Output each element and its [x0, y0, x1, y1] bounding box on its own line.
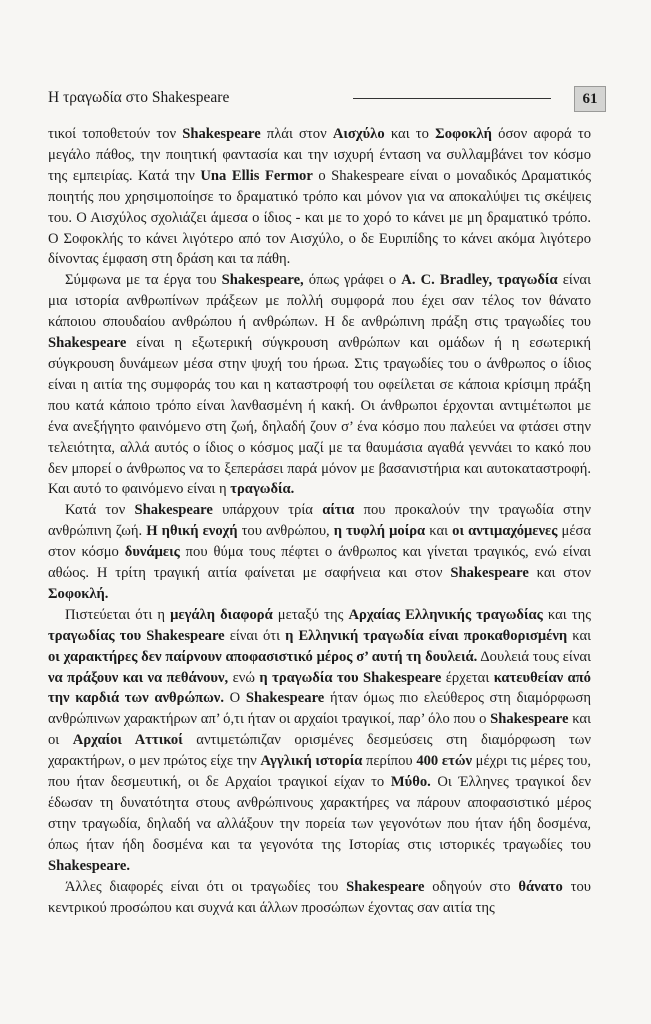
bold-text-run: η τραγωδία του Shakespeare	[259, 669, 442, 686]
text-run: και οι	[48, 711, 592, 749]
text-run: του κεντρικού προσώπου και συχνά και άλλων προσώπων έχοντας σαν αιτία της	[48, 878, 591, 916]
bold-text-run: A. C. Bradley, τραγωδία	[401, 272, 558, 289]
text-run: μέχρι τις μέρες του, που ήταν δεσμευτική, οι δε Αρχαίοι τραγικοί είχαν το	[48, 753, 591, 791]
text-run: και το	[384, 126, 436, 142]
text-run: αντιμετώπιζαν ορισμένες δεσμεύσεις στη διαμόρφωση των χαρακτήρων, ο μεν πρώτος είχε την	[48, 732, 592, 770]
text-run: έρχεται	[441, 669, 494, 686]
bold-text-run: Σοφοκλή	[435, 126, 492, 142]
text-run: και στον	[528, 565, 591, 582]
bold-text-run: τραγωδία.	[230, 481, 295, 498]
text-run: Άλλες διαφορές είναι ότι οι τραγωδίες του	[65, 878, 347, 895]
bold-text-run: Shakespeare	[450, 565, 529, 582]
text-run: που θύμα τους πέφτει ο άνθρωπος και γίνεται τραγικός, ενώ είναι αθώος. Η τρίτη τραγική αιτία φαίνεται με σαφήνεια και στον	[48, 544, 591, 582]
paragraph	[48, 500, 591, 605]
bold-text-run: μεγάλη διαφορά	[170, 606, 273, 623]
text-run: είναι μια ιστορία ανθρωπίνων πράξεων με πολλή συμφορά που έχει σαν τέλος τον θάνατο κάποιου σπουδαίου ανθρώπου ή ανθρώπων. Η δε ανθρώπινη πράξη στις τραγωδίες του	[48, 272, 592, 331]
bold-text-run: Shakespeare	[48, 335, 127, 352]
bold-text-run: Σοφοκλή.	[48, 585, 109, 602]
page-number: 61	[574, 86, 606, 112]
bold-text-run: αίτια	[322, 502, 355, 519]
bold-text-run: να πράξουν και να πεθάνουν,	[48, 669, 229, 686]
bold-text-run: Una Ellis Fermor	[200, 167, 313, 184]
bold-text-run: η Ελληνική τραγωδία είναι προκαθορισμένη	[285, 627, 568, 644]
text-run: όπως γράφει ο	[303, 272, 402, 289]
text-run: του ανθρώπου,	[237, 523, 334, 540]
text-run: Σύμφωνα με τα έργα του	[65, 272, 222, 289]
text-run: οδηγούν στο	[424, 878, 519, 895]
bold-text-run: 400 ετών	[416, 753, 473, 770]
text-run: Ο	[223, 690, 246, 707]
paragraph	[48, 605, 591, 877]
paragraph	[48, 270, 591, 500]
bold-text-run: θάνατο	[518, 878, 563, 895]
bold-text-run: Η ηθική ενοχή	[146, 523, 238, 540]
running-header	[48, 86, 608, 112]
bold-text-run: Shakespeare	[134, 502, 213, 519]
paragraph	[48, 124, 591, 270]
bold-text-run: Shakespeare	[490, 711, 569, 728]
text-run: μέσα στον κόσμο	[48, 523, 591, 561]
bold-text-run: Αισχύλο	[332, 126, 385, 142]
text-run: Πιστεύεται ότι η	[65, 606, 171, 623]
text-run: o Shakespeare είναι ο μοναδικός Δραματικός ποιητής που χρησιμοποίησε το δραματικό τρόπο και μόνον για να αποκαλύψει τις σκέψεις του. Ο Αισχύλος σχολιάζει άμεσα ο ίδιος - και με το χορό το κάνει με μη δραματικό τρόπο. Ο Σοφοκλής το κάνει λιγότερο από τον Αισχύλο, ο δε Ευριπίδης το κάνει ακόμα λιγότερο δίνοντας έμφαση στη δράση και τα πάθη.	[48, 167, 591, 268]
text-run: περίπου	[362, 753, 417, 770]
text-run: Κατά τον	[65, 502, 135, 519]
bold-text-run: η τυφλή μοίρα	[333, 523, 426, 540]
bold-text-run: Shakespeare	[245, 690, 325, 707]
text-run: Δουλειά τους είναι	[477, 648, 591, 665]
bold-text-run: Shakespeare	[182, 126, 261, 142]
body-text	[48, 124, 591, 918]
bold-text-run: Αρχαίας Ελληνικής τραγωδίας	[348, 606, 543, 623]
bold-text-run: τραγωδίας του Shakespeare	[48, 627, 225, 644]
text-run: είναι η εξωτερική σύγκρουση ανθρώπων και ομάδων ή η εσωτερική σύγκρουση δυνάμεων μέσα στην ψυχή του ήρωα. Στις τραγωδίες του ο άνθρωπος ο ίδιος είναι η αιτία της συμφοράς του και η καταστροφή του οφείλεται σε κάποια κρίσιμη πράξη που κατά κάποιο τρόπο είναι λανθασμένη ή κακή. Οι άνθρωποι έρχονται αντιμέτωποι με ένα ανεξήγητο φαινόμενο στη ζωή, δηλαδή ζουν σ’ ένα κόσμο που παλεύει να φτάσει στην τελειότητα, αλλά αυτός ο ίδιος ο κόσμος μαζί με τα θαυμάσια αγαθά γεννάει το κακό που δεν μπορεί ο άνθρωπος να το ξεπεράσει παρά μόνον με βασανιστήρια και αυτοκαταστροφή. Και αυτό το φαινόμενο είναι η	[48, 335, 591, 498]
bold-text-run: Μύθο.	[390, 774, 431, 791]
text-run: όσον αφορά το μεγάλο πάθος, την ποιητική φαντασία και την ισχυρή ένταση να συλλαμβάνει τον κόσμο της εμπειρίας. Κατά την	[48, 126, 592, 184]
header-rule	[353, 98, 551, 99]
bold-text-run: Αρχαίοι Αττικοί	[72, 732, 183, 749]
text-run: είναι ότι	[224, 627, 286, 644]
text-run: πλάι στον	[260, 126, 333, 142]
bold-text-run: Shakespeare.	[48, 857, 131, 874]
bold-text-run: Shakespeare	[346, 878, 425, 895]
running-title: Η τραγωδία στο Shakespeare	[48, 89, 230, 106]
text-run: μεταξύ της	[272, 606, 349, 623]
text-run: ήταν όμως πιο ελεύθερος στη διαμόρφωση ανθρώπινων χαρακτήρων απ’ ό,τι ήταν οι αρχαίοι τραγικοί, παρ’ όλο που ο	[48, 690, 591, 728]
paragraph	[48, 877, 591, 919]
text-run: που προκαλούν την τραγωδία στην ανθρώπινη ζωή.	[48, 502, 591, 540]
text-run: υπάρχουν τρία	[212, 502, 323, 519]
bold-text-run: οι χαρακτήρες δεν παίρνουν αποφασιστικό μέρος σ’ αυτή τη δουλειά.	[48, 648, 478, 665]
text-run: και	[567, 627, 592, 644]
text-run: τικοί τοποθετούν τον	[48, 126, 183, 142]
text-run: και	[425, 523, 453, 540]
bold-text-run: οι αντιμαχόμενες	[452, 523, 558, 540]
text-run: και της	[542, 606, 592, 623]
bold-text-run: κατευθείαν από την καρδιά των ανθρώπων.	[48, 669, 591, 707]
text-run: ενώ	[228, 669, 260, 686]
bold-text-run: Shakespeare,	[221, 272, 304, 289]
text-run: Οι Έλληνες τραγικοί δεν έδωσαν τη δυνατότητα στους ανθρώπινους χαρακτήρες να πάρουν αποφασιστικό μέρος στην τραγωδία, δηλαδή να αλλάξουν την πορεία των γεγονότων που ήταν ήδη δοσμένα, όπως ήταν ήδη δοσμένα και τα γεγονότα της Ιστορίας στις ιστορικές τραγωδίες του	[48, 774, 592, 853]
bold-text-run: δυνάμεις	[124, 544, 180, 561]
bold-text-run: Αγγλική ιστορία	[260, 753, 363, 770]
